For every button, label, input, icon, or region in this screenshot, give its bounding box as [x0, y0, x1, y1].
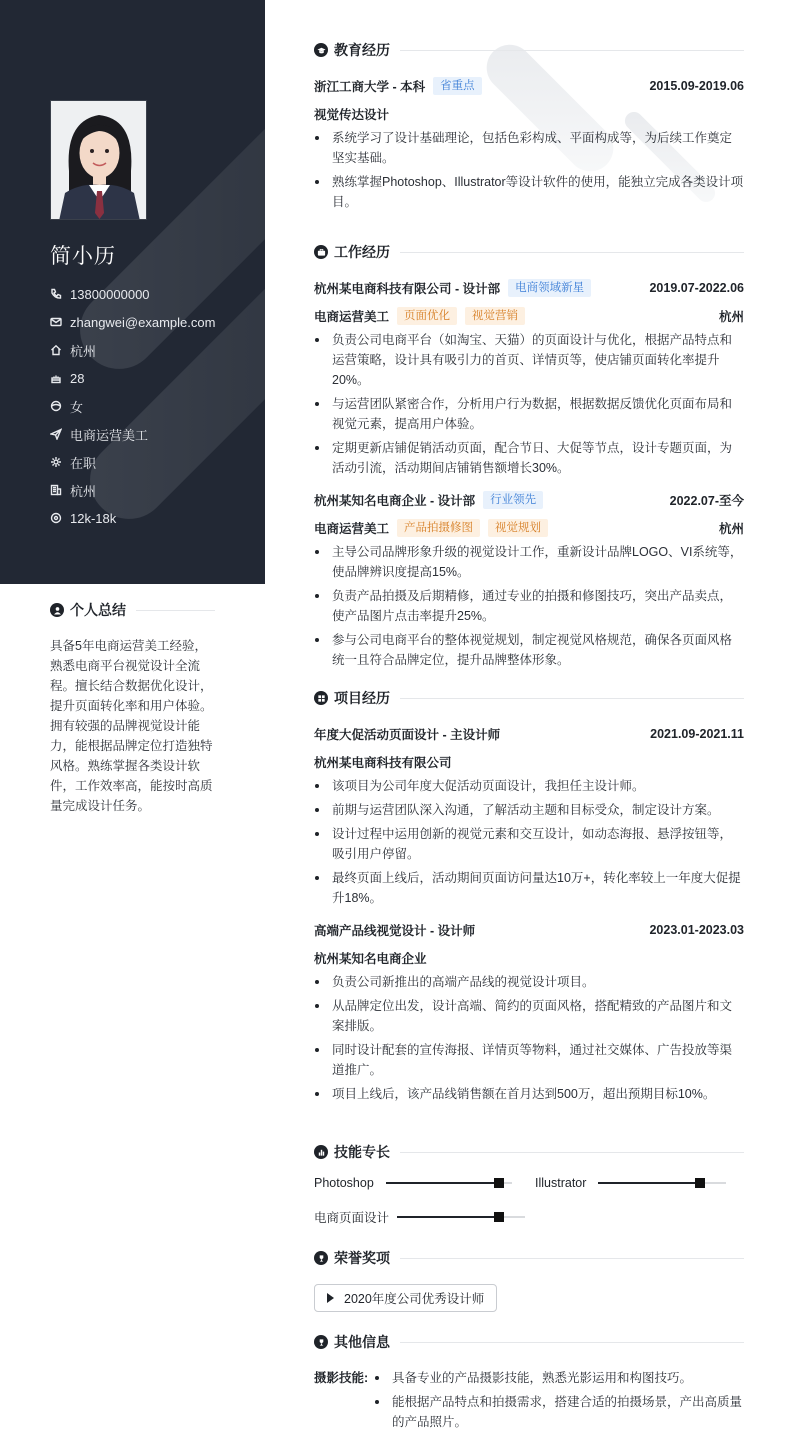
user-icon [50, 603, 64, 617]
section-title: 个人总结 [70, 602, 126, 618]
projects-section [314, 688, 744, 1104]
skills-heading [314, 1142, 744, 1162]
info-text: 在职 [70, 455, 97, 471]
info-phone [50, 280, 215, 308]
list-item: 负责产品拍摄及后期精修，通过专业的拍摄和修图技巧，突出产品卖点，使产品图片点击率提升25%。 [314, 586, 744, 626]
skill-knob [695, 1178, 705, 1188]
skill-item [314, 1208, 525, 1226]
briefcase-icon [314, 245, 328, 259]
section-title: 其他信息 [334, 1334, 390, 1350]
section-title: 教育经历 [334, 42, 390, 58]
candidate-name: 简小历 [50, 245, 116, 268]
list-item: 能根据产品特点和拍摄需求，搭建合适的拍摄场景，产出高质量的产品照片。 [374, 1392, 744, 1432]
role-tag: 页面优化 [397, 307, 457, 325]
list-item: 与运营团队紧密合作，分析用户行为数据，根据数据反馈优化页面布局和视觉元素，提高用户体验。 [314, 394, 744, 434]
info-position [50, 420, 215, 448]
job-bullets [314, 330, 744, 478]
school-name: 浙江工商大学 - 本科 [314, 80, 426, 94]
honors-section [314, 1248, 744, 1312]
list-item: 系统学习了设计基础理论，包括色彩构成、平面构成等，为后续工作奠定坚实基础。 [314, 128, 744, 168]
other-bullets [374, 1364, 744, 1432]
divider [136, 610, 215, 611]
honors-list [314, 1284, 744, 1312]
other-label: 摄影技能: [314, 1371, 369, 1385]
summary-heading [50, 600, 215, 620]
project-row [314, 920, 744, 940]
info-city [50, 336, 215, 364]
project-name: 年度大促活动页面设计 - 主设计师 [314, 728, 501, 742]
project-company-row [314, 752, 744, 772]
project-bullets [314, 972, 744, 1104]
job-date: 2022.07-至今 [669, 494, 744, 508]
list-item: 主导公司品牌形象升级的视觉设计工作，重新设计品牌LOGO、VI系统等，使品牌辨识度提高15%。 [314, 542, 744, 582]
education-date: 2015.09-2019.06 [649, 79, 744, 93]
info-text: 电商运营美工 [70, 427, 149, 443]
role-tag: 产品拍摄修图 [397, 519, 480, 537]
section-title: 技能专长 [334, 1144, 390, 1160]
job-city: 杭州 [718, 522, 744, 536]
profile-panel [0, 0, 265, 584]
status-icon [50, 456, 62, 468]
list-item: 熟练掌握Photoshop、Illustrator等设计软件的使用，能独立完成各类设计项目。 [314, 172, 744, 212]
work-section [314, 242, 744, 670]
education-row [314, 76, 744, 96]
job-row [314, 278, 744, 298]
avatar [50, 100, 147, 220]
divider [400, 1342, 744, 1343]
skill-knob [494, 1212, 504, 1222]
skill-name: Illustrator [535, 1176, 587, 1190]
honors-heading [314, 1248, 744, 1268]
trophy-icon [314, 1251, 328, 1265]
cake-icon [50, 372, 62, 384]
list-item: 负责公司新推出的高端产品线的视觉设计项目。 [314, 972, 744, 992]
role-tag: 视觉营销 [465, 307, 525, 325]
section-title: 荣誉奖项 [334, 1250, 390, 1266]
list-item: 设计过程中运用创新的视觉元素和交互设计，如动态海报、悬浮按钮等，吸引用户停留。 [314, 824, 744, 864]
project-company: 杭州某知名电商企业 [314, 952, 427, 966]
skills-list [314, 1176, 744, 1246]
projects-heading [314, 688, 744, 708]
project-date: 2021.09-2021.11 [650, 727, 744, 741]
list-item: 从品牌定位出发，设计高端、简约的页面风格，搭配精致的产品图片和文案排版。 [314, 996, 744, 1036]
phone-icon [50, 288, 62, 300]
company-tag: 电商领域新星 [508, 279, 591, 297]
project-company: 杭州某电商科技有限公司 [314, 756, 452, 770]
role-name: 电商运营美工 [314, 522, 390, 536]
major-name: 视觉传达设计 [314, 108, 390, 122]
project-row [314, 724, 744, 744]
skill-item [314, 1176, 512, 1190]
other-content [314, 1364, 744, 1432]
divider [400, 1152, 744, 1153]
info-text: 13800000000 [70, 286, 150, 302]
mail-icon [50, 316, 62, 328]
job-row [314, 490, 744, 510]
portrait-photo [51, 101, 147, 220]
project-date: 2023.01-2023.03 [649, 923, 744, 937]
info-gender [50, 392, 215, 420]
project-bullets [314, 776, 744, 908]
info-text: zhangwei@example.com [70, 314, 216, 330]
list-item: 前期与运营团队深入沟通，了解活动主题和目标受众，制定设计方案。 [314, 800, 744, 820]
company-name: 杭州某电商科技有限公司 - 设计部 [314, 282, 501, 296]
company-tag: 行业领先 [483, 491, 543, 509]
info-text: 女 [70, 399, 84, 415]
info-text: 28 [70, 370, 85, 386]
job-bullets [314, 542, 744, 670]
gender-icon [50, 400, 62, 412]
other-heading [314, 1332, 744, 1352]
job-date: 2019.07-2022.06 [649, 281, 744, 295]
summary-section [50, 600, 215, 816]
list-item: 定期更新店铺促销活动页面，配合节日、大促等节点，设计专题页面，为活动引流，活动期间店铺销售额增长30%。 [314, 438, 744, 478]
skill-bar [397, 1216, 525, 1218]
info-text: 杭州 [70, 343, 97, 359]
summary-text: 具备5年电商运营美工经验，熟悉电商平台视觉设计全流程。擅长结合数据优化设计，提升页面转化率和用户体验。 拥有较强的品牌视觉设计能力，能根据品牌定位打造独特风格。熟练掌握各类设计软件，工作效率高，能按时高质量完成设计任务。 [50, 639, 213, 813]
info-salary [50, 504, 215, 532]
role-row [314, 518, 744, 538]
info-text: 杭州 [70, 483, 97, 499]
divider [400, 698, 744, 699]
role-tag: 视觉规划 [488, 519, 548, 537]
skill-bar [386, 1182, 512, 1184]
major-row [314, 104, 744, 124]
info-text: 12k-18k [70, 510, 117, 526]
salary-icon [50, 512, 62, 524]
info-status [50, 448, 215, 476]
skill-knob [494, 1178, 504, 1188]
section-title: 工作经历 [334, 244, 390, 260]
divider [400, 252, 744, 253]
job-city: 杭州 [718, 310, 744, 324]
other-section [314, 1332, 744, 1432]
graduation-cap-icon [314, 43, 328, 57]
skill-name: Photoshop [314, 1176, 374, 1190]
section-title: 项目经历 [334, 690, 390, 706]
skill-bar [598, 1182, 726, 1184]
skill-item [535, 1176, 726, 1190]
work-heading [314, 242, 744, 262]
education-bullets [314, 128, 744, 212]
building-icon [50, 484, 62, 496]
education-heading [314, 40, 744, 60]
home-icon [50, 344, 62, 356]
grid-icon [314, 691, 328, 705]
education-section [314, 40, 744, 212]
award-text: 2020年度公司优秀设计师 [344, 1292, 485, 1306]
list-item: 该项目为公司年度大促活动页面设计，我担任主设计师。 [314, 776, 744, 796]
list-item: 负责公司电商平台（如淘宝、天猫）的页面设计与优化，根据产品特点和运营策略，设计具有吸引力的首页、详情页等，使店铺页面转化率提升20%。 [314, 330, 744, 390]
company-name: 杭州某知名电商企业 - 设计部 [314, 494, 476, 508]
project-name: 高端产品线视觉设计 - 设计师 [314, 924, 476, 938]
info-age [50, 364, 215, 392]
award-item [314, 1284, 497, 1312]
skill-name: 电商页面设计 [314, 1211, 390, 1225]
list-item: 参与公司电商平台的整体视觉规划，制定视觉风格规范，确保各页面风格统一且符合品牌定位，提升品牌整体形象。 [314, 630, 744, 670]
send-icon [50, 428, 62, 440]
contact-info-list [50, 280, 215, 532]
divider [400, 1258, 744, 1259]
divider [400, 50, 744, 51]
list-item: 最终页面上线后，活动期间页面访问量达10万+，转化率较上一年度大促提升18%。 [314, 868, 744, 908]
info-email [50, 308, 215, 336]
info-icon [314, 1335, 328, 1349]
list-item: 项目上线后，该产品线销售额在首月达到500万，超出预期目标10%。 [314, 1084, 744, 1104]
role-name: 电商运营美工 [314, 310, 390, 324]
skills-section [314, 1142, 744, 1246]
school-tag: 省重点 [433, 77, 482, 95]
play-icon [327, 1293, 334, 1303]
info-work-city [50, 476, 215, 504]
role-row [314, 306, 744, 326]
bar-chart-icon [314, 1145, 328, 1159]
list-item: 同时设计配套的宣传海报、详情页等物料，通过社交媒体、广告投放等渠道推广。 [314, 1040, 744, 1080]
project-company-row [314, 948, 744, 968]
list-item: 具备专业的产品摄影技能，熟悉光影运用和构图技巧。 [374, 1368, 744, 1388]
